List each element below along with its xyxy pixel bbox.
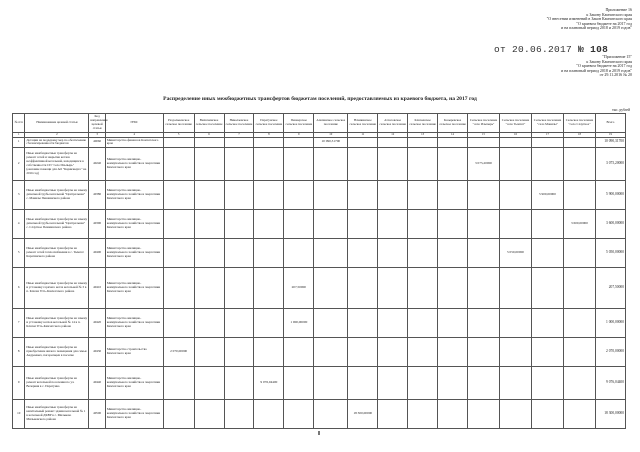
- settlement-amount: [563, 308, 595, 337]
- row-total: 207,50000: [595, 267, 625, 308]
- column-header: Пионерское сельское поселение: [284, 114, 314, 133]
- settlement-amount: [499, 209, 531, 238]
- column-header: Сельское поселение "село Слаутное": [563, 114, 595, 133]
- column-header: Наименование целевой статьи: [25, 114, 89, 133]
- settlement-amount: [378, 267, 408, 308]
- budget-administrator: Министерство строительства Камчатского края: [105, 337, 163, 366]
- target-item-code: 40410: [89, 267, 106, 308]
- settlement-amount: [254, 147, 284, 180]
- budget-administrator: Министерство жилищно-коммунального хозяйства и энергетики Камчатского края: [105, 238, 163, 267]
- settlement-amount: [563, 137, 595, 147]
- row-total: 5 050,00000: [595, 238, 625, 267]
- settlement-amount: [348, 147, 378, 180]
- target-item-code: 40430: [89, 337, 106, 366]
- column-number: 19: [595, 133, 625, 138]
- table-row: [13, 399, 626, 428]
- settlement-amount: [468, 137, 500, 147]
- settlement-amount: [438, 238, 468, 267]
- stamp-date: 20.06.2017: [512, 44, 573, 55]
- settlement-amount: [224, 180, 254, 209]
- settlement-amount: [163, 399, 194, 428]
- settlement-amount: [348, 308, 378, 337]
- settlement-amount: [163, 180, 194, 209]
- settlement-amount: [531, 238, 563, 267]
- settlement-amount: [194, 209, 224, 238]
- settlement-amount: [468, 308, 500, 337]
- settlement-amount: [438, 147, 468, 180]
- settlement-amount: [348, 180, 378, 209]
- settlement-amount: [468, 267, 500, 308]
- target-item-code: 40390: [89, 209, 106, 238]
- settlement-amount: [314, 366, 348, 399]
- appendix-original-line: и на плановый период 2018 и 2019 годов": [561, 67, 632, 73]
- settlement-amount: [224, 308, 254, 337]
- column-number: 6: [194, 133, 224, 138]
- settlement-amount: [438, 366, 468, 399]
- settlement-amount: [194, 137, 224, 147]
- column-number: 1: [13, 133, 25, 138]
- target-item-code: 40420: [89, 308, 106, 337]
- settlement-amount: [531, 308, 563, 337]
- settlement-amount: [224, 399, 254, 428]
- appendix-current-line: Приложение 16: [605, 7, 632, 12]
- settlement-amount: [499, 337, 531, 366]
- settlement-amount: [224, 337, 254, 366]
- column-number: 18: [563, 133, 595, 138]
- settlement-amount: [378, 209, 408, 238]
- settlement-amount: [348, 337, 378, 366]
- column-header: Апачинское сельское поселение: [314, 114, 348, 133]
- target-item-name: Иные межбюджетные трансферты на капитальный ремонт здания котельной № 1 в котельной ДКВР в с. Мильково Мильковского района: [25, 399, 89, 428]
- settlement-amount: 2 070,00000: [163, 337, 194, 366]
- row-number: 10: [13, 399, 25, 428]
- settlement-amount: [499, 147, 531, 180]
- column-number: 12: [378, 133, 408, 138]
- settlement-amount: [408, 137, 438, 147]
- settlement-amount: [499, 308, 531, 337]
- appendix-header-current: [432, 8, 632, 31]
- row-total: 9 076,04400: [595, 366, 625, 399]
- settlement-amount: [254, 267, 284, 308]
- row-number: 5: [13, 238, 25, 267]
- target-item-name: Иные межбюджетные трансферты на замену дизельной трубы котельной "Центральная" с. Манилы Пенжинского района: [25, 180, 89, 209]
- column-number: 15: [468, 133, 500, 138]
- row-total: 2 070,00000: [595, 337, 625, 366]
- settlement-amount: [254, 180, 284, 209]
- settlement-amount: [499, 180, 531, 209]
- budget-administrator: Министерство жилищно-коммунального хозяйства и энергетики Камчатского края: [105, 399, 163, 428]
- settlement-amount: [378, 366, 408, 399]
- settlement-amount: [163, 366, 194, 399]
- budget-administrator: Министерство жилищно-коммунального хозяйства и энергетики Камчатского края: [105, 180, 163, 209]
- appendix-current-line: и на плановый период 2018 и 2019 годов": [561, 25, 632, 31]
- settlement-amount: [531, 337, 563, 366]
- settlement-amount: [438, 137, 468, 147]
- settlement-amount: [314, 180, 348, 209]
- row-number: 6: [13, 267, 25, 308]
- column-header: Атласовское сельское поселение: [378, 114, 408, 133]
- settlement-amount: [254, 337, 284, 366]
- settlement-amount: [408, 366, 438, 399]
- column-header: Раздольненское сельское поселение: [163, 114, 194, 133]
- settlement-amount: [284, 137, 314, 147]
- column-number: 7: [224, 133, 254, 138]
- appendix-original-line: к Закону Камчатского края: [586, 58, 632, 64]
- settlement-amount: [378, 337, 408, 366]
- budget-administrator: Министерство жилищно-коммунального хозяйства и энергетики Камчатского края: [105, 308, 163, 337]
- settlement-amount: [224, 267, 254, 308]
- settlement-amount: [563, 267, 595, 308]
- table-row: [13, 337, 626, 366]
- settlement-amount: [438, 337, 468, 366]
- settlement-amount: [224, 209, 254, 238]
- settlement-amount: 1 000,00000: [284, 308, 314, 337]
- column-number: 4: [105, 133, 163, 138]
- column-header: Паратунское сельское поселение: [254, 114, 284, 133]
- settlement-amount: [284, 180, 314, 209]
- scan-mark: [318, 431, 320, 435]
- settlement-amount: [468, 180, 500, 209]
- settlement-amount: [531, 399, 563, 428]
- settlement-amount: [563, 337, 595, 366]
- settlement-amount: [378, 180, 408, 209]
- settlement-amount: [163, 267, 194, 308]
- settlement-amount: [254, 137, 284, 147]
- settlement-amount: [378, 137, 408, 147]
- table-row: [13, 137, 626, 147]
- settlement-amount: [348, 238, 378, 267]
- target-item-name: Иные межбюджетные трансферты на замену и установку горячего котла котельной № 3 в п. Ключи Усть-Камчатского района: [25, 267, 89, 308]
- settlement-amount: [284, 238, 314, 267]
- settlement-amount: 5 050,00000: [499, 238, 531, 267]
- unit-label: тыс. рублей: [612, 108, 630, 112]
- column-header: Код направления целевой статьи: [89, 114, 106, 133]
- target-item-code: 40500: [89, 399, 106, 428]
- settlement-amount: [284, 399, 314, 428]
- settlement-amount: [531, 147, 563, 180]
- appendix-current-line: "О внесении изменений в Закон Камчатского края: [546, 16, 632, 22]
- row-total: 5 900,00000: [595, 180, 625, 209]
- settlement-amount: [378, 399, 408, 428]
- target-item-name: Иные межбюджетные трансферты на замену дизельной трубы котельной "Центральная" с. Слаутное Пенжинского района: [25, 209, 89, 238]
- settlement-amount: [378, 147, 408, 180]
- settlement-amount: [254, 308, 284, 337]
- settlement-amount: [468, 337, 500, 366]
- row-total: 1 000,00000: [595, 308, 625, 337]
- settlement-amount: [563, 238, 595, 267]
- row-number: 9: [13, 366, 25, 399]
- settlement-amount: [408, 308, 438, 337]
- target-item-name: Иные межбюджетные трансферты на ремонт сетей теплоснабжения в с. Тымлат Карагинского района: [25, 238, 89, 267]
- settlement-amount: [224, 366, 254, 399]
- document-title: Распределение иных межбюджетных трансфертов бюджетам поселений, предоставляемых из краевого бюджета, на 2017 год: [163, 96, 477, 102]
- settlement-amount: [438, 180, 468, 209]
- settlement-amount: [563, 180, 595, 209]
- settlement-amount: [194, 308, 224, 337]
- column-number: 16: [499, 133, 531, 138]
- settlement-amount: [408, 147, 438, 180]
- table-row: [13, 147, 626, 180]
- settlement-amount: [314, 399, 348, 428]
- row-number: 7: [13, 308, 25, 337]
- target-item-name: Иные межбюджетные трансферты на ремонт котельной поселения по ул. Вечерняя в с. Паратунка: [25, 366, 89, 399]
- settlement-amount: [348, 366, 378, 399]
- table-row: [13, 366, 626, 399]
- settlement-amount: 207,50000: [284, 267, 314, 308]
- settlement-amount: 3 075,20000: [468, 147, 500, 180]
- target-item-name: Иные межбюджетные трансферты на приобретение жилого помещения для семьи Андреевых, погорельцев в поселке: [25, 337, 89, 366]
- row-number: 1: [13, 137, 25, 147]
- row-total: 18 300,00000: [595, 399, 625, 428]
- target-item-name: Дотации на поддержку мер по обеспечению сбалансированности бюджетов: [25, 137, 89, 147]
- column-header: Козыревское сельское поселение: [438, 114, 468, 133]
- settlement-amount: [314, 267, 348, 308]
- settlement-amount: [194, 147, 224, 180]
- settlement-amount: [284, 209, 314, 238]
- settlement-amount: [348, 267, 378, 308]
- table-row: [13, 238, 626, 267]
- target-item-code: 40060: [89, 137, 106, 147]
- row-number: 3: [13, 180, 25, 209]
- column-header: Сельское поселение "село Тымлат": [499, 114, 531, 133]
- settlement-amount: [468, 209, 500, 238]
- table-header-row: [13, 114, 626, 133]
- target-item-name: Иные межбюджетные трансферты на замену и установку котлов котельной № 14 в п. Ключи Усть-Камчатского района: [25, 308, 89, 337]
- settlement-amount: [408, 337, 438, 366]
- column-number: 17: [531, 133, 563, 138]
- column-header: № п/п: [13, 114, 25, 133]
- column-number: 5: [163, 133, 194, 138]
- target-item-code: 40440: [89, 366, 106, 399]
- settlement-amount: [194, 366, 224, 399]
- settlement-amount: [563, 366, 595, 399]
- settlement-amount: [531, 366, 563, 399]
- settlement-amount: [194, 337, 224, 366]
- appendix-original-line: "Приложение 15": [602, 54, 632, 59]
- settlement-amount: [224, 147, 254, 180]
- appendix-original-line: от 29.11.2016 № 20: [599, 72, 632, 78]
- column-number: 3: [89, 133, 106, 138]
- settlement-amount: [408, 238, 438, 267]
- row-number: 2: [13, 147, 25, 180]
- settlement-amount: [438, 267, 468, 308]
- target-item-code: 40400: [89, 238, 106, 267]
- settlement-amount: [314, 308, 348, 337]
- settlement-amount: [314, 147, 348, 180]
- settlement-amount: [163, 147, 194, 180]
- column-header: Вилючинское сельское поселение: [194, 114, 224, 133]
- settlement-amount: [224, 238, 254, 267]
- column-header: Сельское поселение "село Ильпырь": [468, 114, 500, 133]
- settlement-amount: [499, 399, 531, 428]
- settlement-amount: [378, 238, 408, 267]
- settlement-amount: 3 600,00000: [563, 209, 595, 238]
- settlement-amount: [408, 209, 438, 238]
- settlement-amount: [438, 308, 468, 337]
- column-header: Сельское поселение "село Манилы": [531, 114, 563, 133]
- settlement-amount: [254, 209, 284, 238]
- row-number: 8: [13, 337, 25, 366]
- settlement-amount: [499, 366, 531, 399]
- settlement-amount: [499, 267, 531, 308]
- appendix-original-line: "О краевом бюджете на 2017 год: [576, 63, 632, 69]
- settlement-amount: [408, 267, 438, 308]
- column-number: 2: [25, 133, 89, 138]
- column-header: Начикинское сельское поселение: [348, 114, 378, 133]
- column-header: Всего: [595, 114, 625, 133]
- appendix-header-original: [472, 55, 632, 78]
- table-row: [13, 180, 626, 209]
- column-header: Ключевское сельское поселение: [408, 114, 438, 133]
- column-number: 8: [254, 133, 284, 138]
- settlement-amount: [194, 267, 224, 308]
- settlement-amount: [224, 137, 254, 147]
- settlement-amount: [163, 209, 194, 238]
- column-number: 13: [408, 133, 438, 138]
- settlement-amount: [499, 137, 531, 147]
- appendix-current-line: "О краевом бюджете на 2017 год: [576, 20, 632, 26]
- settlement-amount: [531, 267, 563, 308]
- settlement-amount: [378, 308, 408, 337]
- settlement-amount: [194, 238, 224, 267]
- settlement-amount: [254, 238, 284, 267]
- settlement-amount: [468, 366, 500, 399]
- settlement-amount: [314, 337, 348, 366]
- amendment-date-stamp: [494, 44, 608, 55]
- settlement-amount: [284, 337, 314, 366]
- settlement-amount: [254, 399, 284, 428]
- settlement-amount: [194, 399, 224, 428]
- column-header: Николаевское сельское поселение: [224, 114, 254, 133]
- settlement-amount: 18 300,00000: [348, 399, 378, 428]
- settlement-amount: [531, 209, 563, 238]
- budget-administrator: Министерство финансов Камчатского края: [105, 137, 163, 147]
- budget-administrator: Министерство жилищно-коммунального хозяйства и энергетики Камчатского края: [105, 366, 163, 399]
- settlement-amount: [563, 147, 595, 180]
- budget-administrator: Министерство жилищно-коммунального хозяйства и энергетики Камчатского края: [105, 147, 163, 180]
- column-number: 14: [438, 133, 468, 138]
- settlement-amount: [408, 399, 438, 428]
- settlement-amount: [314, 238, 348, 267]
- settlement-amount: [348, 137, 378, 147]
- row-total: 3 600,00000: [595, 209, 625, 238]
- settlement-amount: [438, 209, 468, 238]
- column-header: ГРБС: [105, 114, 163, 133]
- row-total: 10 090,31700: [595, 137, 625, 147]
- stamp-number: № 108: [578, 44, 609, 55]
- row-total: 3 075,20000: [595, 147, 625, 180]
- stamp-prefix: от: [494, 44, 507, 55]
- settlement-amount: 5 900,00000: [531, 180, 563, 209]
- table-row: [13, 308, 626, 337]
- settlement-amount: [563, 399, 595, 428]
- settlement-amount: [438, 399, 468, 428]
- transfers-table: [12, 113, 626, 429]
- settlement-amount: [194, 180, 224, 209]
- settlement-amount: [284, 366, 314, 399]
- column-number: 11: [348, 133, 378, 138]
- target-item-code: 40240: [89, 147, 106, 180]
- budget-administrator: Министерство жилищно-коммунального хозяйства и энергетики Камчатского края: [105, 209, 163, 238]
- settlement-amount: 10 090,31700: [314, 137, 348, 147]
- target-item-code: 40380: [89, 180, 106, 209]
- table-row: [13, 267, 626, 308]
- settlement-amount: [348, 209, 378, 238]
- settlement-amount: [163, 137, 194, 147]
- settlement-amount: [314, 209, 348, 238]
- settlement-amount: [408, 180, 438, 209]
- row-number: 4: [13, 209, 25, 238]
- column-number: 9: [284, 133, 314, 138]
- settlement-amount: [284, 147, 314, 180]
- settlement-amount: 9 076,04400: [254, 366, 284, 399]
- settlement-amount: [468, 399, 500, 428]
- target-item-name: Иные межбюджетные трансферты на ремонт сетей и закрытие котлов неэффективной котельной, находящихся в собственности СП "село Ильпырь" (оказание помощи для АО "Корякэнерго" на 2016 год): [25, 147, 89, 180]
- settlement-amount: [468, 238, 500, 267]
- settlement-amount: [531, 137, 563, 147]
- settlement-amount: [163, 238, 194, 267]
- appendix-current-line: к Закону Камчатского края: [586, 11, 632, 17]
- budget-administrator: Министерство жилищно-коммунального хозяйства и энергетики Камчатского края: [105, 267, 163, 308]
- column-number: 10: [314, 133, 348, 138]
- settlement-amount: [163, 308, 194, 337]
- table-row: [13, 209, 626, 238]
